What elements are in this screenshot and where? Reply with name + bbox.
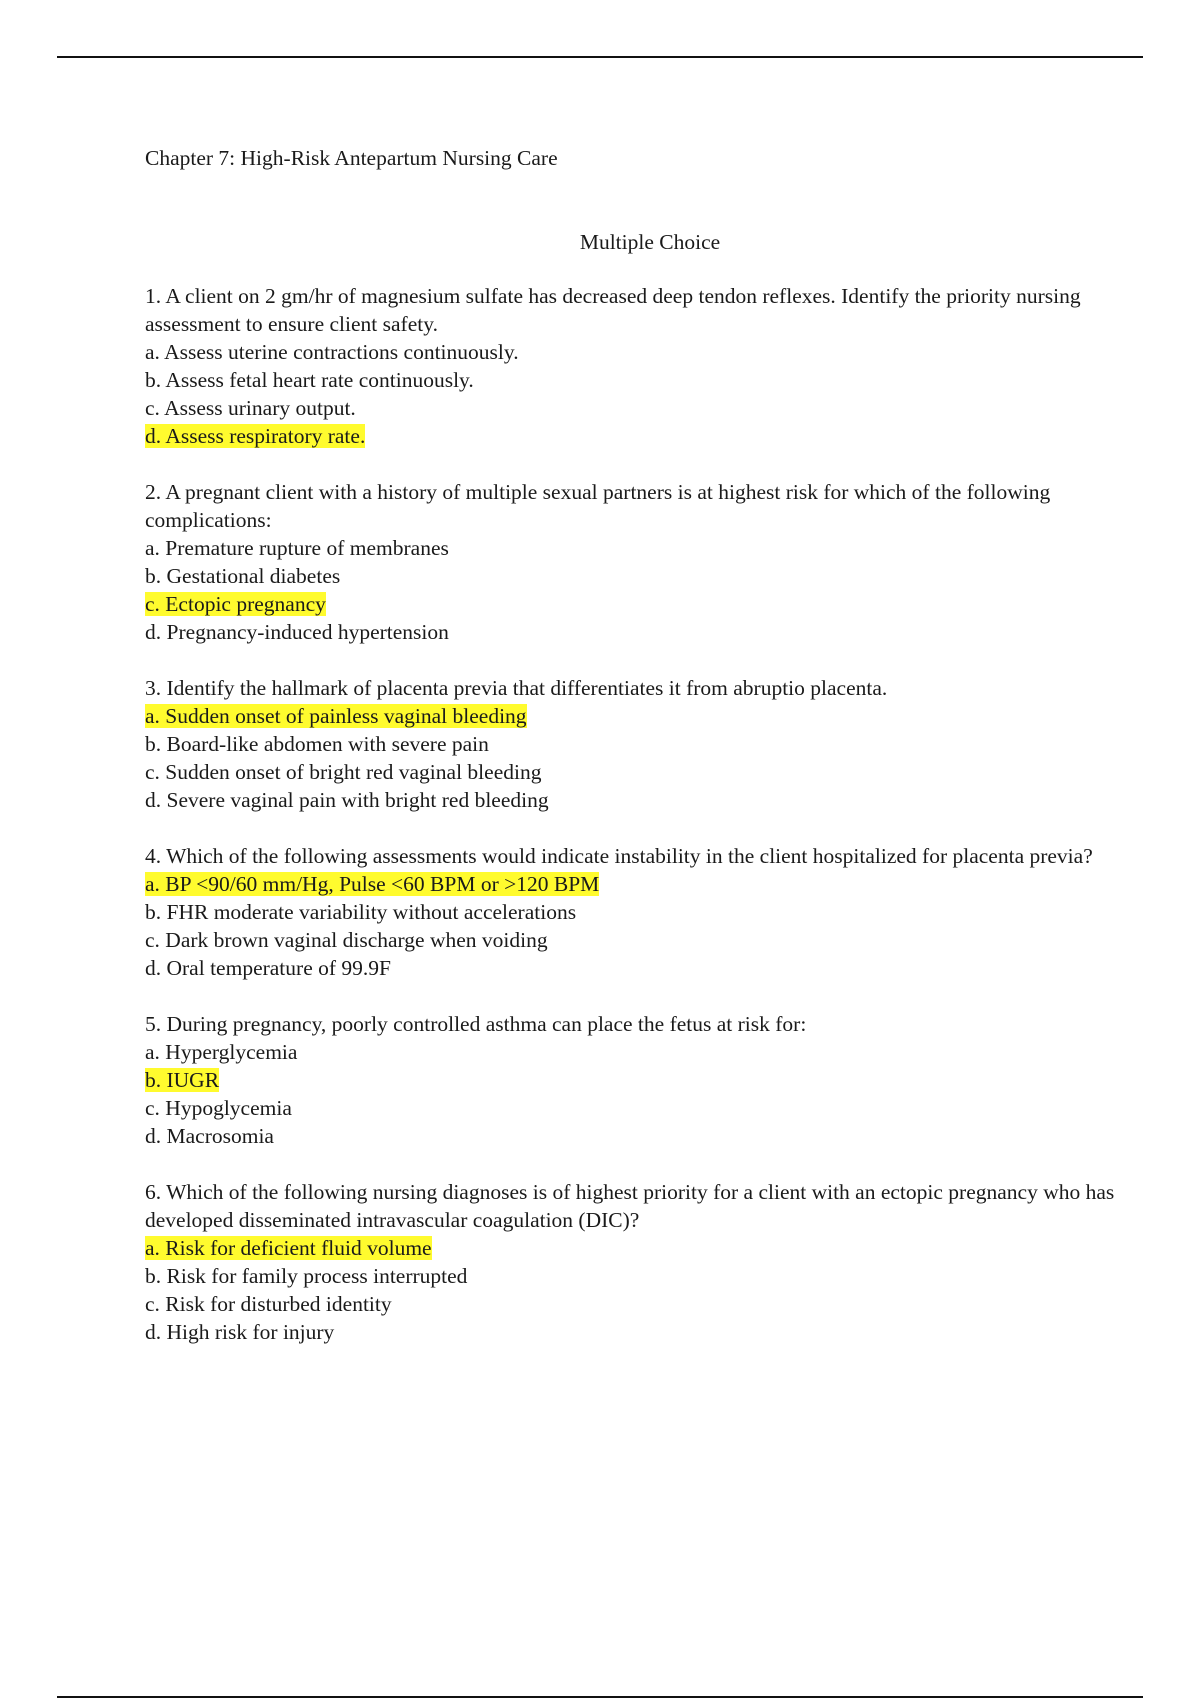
answer-option-d [145,618,1155,646]
answer-option-c [145,394,1155,422]
answer-option-c [145,926,1155,954]
answer-option-d [145,786,1155,814]
answer-option-d-highlighted [145,422,1155,450]
answer-option-c [145,1094,1155,1122]
question-stem: 4. Which of the following assessments would indicate instability in the client hospitalized for placenta previa? [145,844,1093,868]
answer-option-b [145,898,1155,926]
answer-option-c [145,1290,1155,1318]
answer-option-a-highlighted [145,702,1155,730]
bottom-rule [57,1696,1143,1698]
answer-option-a [145,1038,1155,1066]
question-list [145,282,1155,1346]
document-body [145,144,1155,1374]
question-item [145,1178,1155,1346]
answer-option-a [145,338,1155,366]
answer-option-b [145,730,1155,758]
answer-option-text: c. Dark brown vaginal discharge when voiding [145,928,548,952]
answer-option-b [145,562,1155,590]
answer-option-text: b. IUGR [145,1068,220,1092]
answer-option-text: b. Assess fetal heart rate continuously. [145,368,474,392]
answer-option-b [145,1262,1155,1290]
answer-option-text: d. Pregnancy-induced hypertension [145,620,449,644]
section-heading: Multiple Choice [579,230,721,254]
chapter-title: Chapter 7: High-Risk Antepartum Nursing Care [145,146,558,170]
answer-option-text: d. Oral temperature of 99.9F [145,956,391,980]
question-item [145,842,1155,982]
answer-option-text: d. Assess respiratory rate. [145,424,366,448]
answer-option-a-highlighted [145,1234,1155,1262]
answer-option-text: d. High risk for injury [145,1320,335,1344]
answer-option-text: c. Ectopic pregnancy [145,592,326,616]
answer-option-text: c. Risk for disturbed identity [145,1292,392,1316]
answer-option-a-highlighted [145,870,1155,898]
answer-option-d [145,954,1155,982]
answer-option-b-highlighted [145,1066,1155,1094]
question-item [145,674,1155,814]
answer-option-text: d. Severe vaginal pain with bright red bleeding [145,788,549,812]
question-item [145,1010,1155,1150]
answer-option-text: a. Sudden onset of painless vaginal bleeding [145,704,527,728]
answer-option-text: a. Assess uterine contractions continuously. [145,340,519,364]
answer-option-text: c. Hypoglycemia [145,1096,292,1120]
answer-option-text: b. Risk for family process interrupted [145,1264,468,1288]
answer-option-text: a. BP <90/60 mm/Hg, Pulse <60 BPM or >120 BPM [145,872,600,896]
answer-option-text: b. Board-like abdomen with severe pain [145,732,489,756]
question-item [145,282,1155,450]
question-stem: 2. A pregnant client with a history of multiple sexual partners is at highest risk for which of the following complications: [145,480,1051,532]
answer-option-c-highlighted [145,590,1155,618]
answer-option-text: b. FHR moderate variability without accelerations [145,900,577,924]
answer-option-c [145,758,1155,786]
question-stem: 1. A client on 2 gm/hr of magnesium sulfate has decreased deep tendon reflexes. Identify the priority nursing assessment to ensure client safety. [145,284,1081,336]
answer-option-text: c. Assess urinary output. [145,396,356,420]
answer-option-b [145,366,1155,394]
answer-option-text: a. Hyperglycemia [145,1040,298,1064]
answer-option-a [145,534,1155,562]
question-stem: 5. During pregnancy, poorly controlled asthma can place the fetus at risk for: [145,1012,807,1036]
question-stem: 6. Which of the following nursing diagnoses is of highest priority for a client with an ectopic pregnancy who has developed disseminated intravascular coagulation (DIC)? [145,1180,1115,1232]
question-item [145,478,1155,646]
answer-option-text: a. Risk for deficient fluid volume [145,1236,432,1260]
answer-option-d [145,1122,1155,1150]
answer-option-text: b. Gestational diabetes [145,564,341,588]
answer-option-text: d. Macrosomia [145,1124,274,1148]
question-stem: 3. Identify the hallmark of placenta previa that differentiates it from abruptio placenta. [145,676,888,700]
answer-option-text: a. Premature rupture of membranes [145,536,449,560]
top-rule [57,56,1143,58]
answer-option-text: c. Sudden onset of bright red vaginal bleeding [145,760,542,784]
answer-option-d [145,1318,1155,1346]
